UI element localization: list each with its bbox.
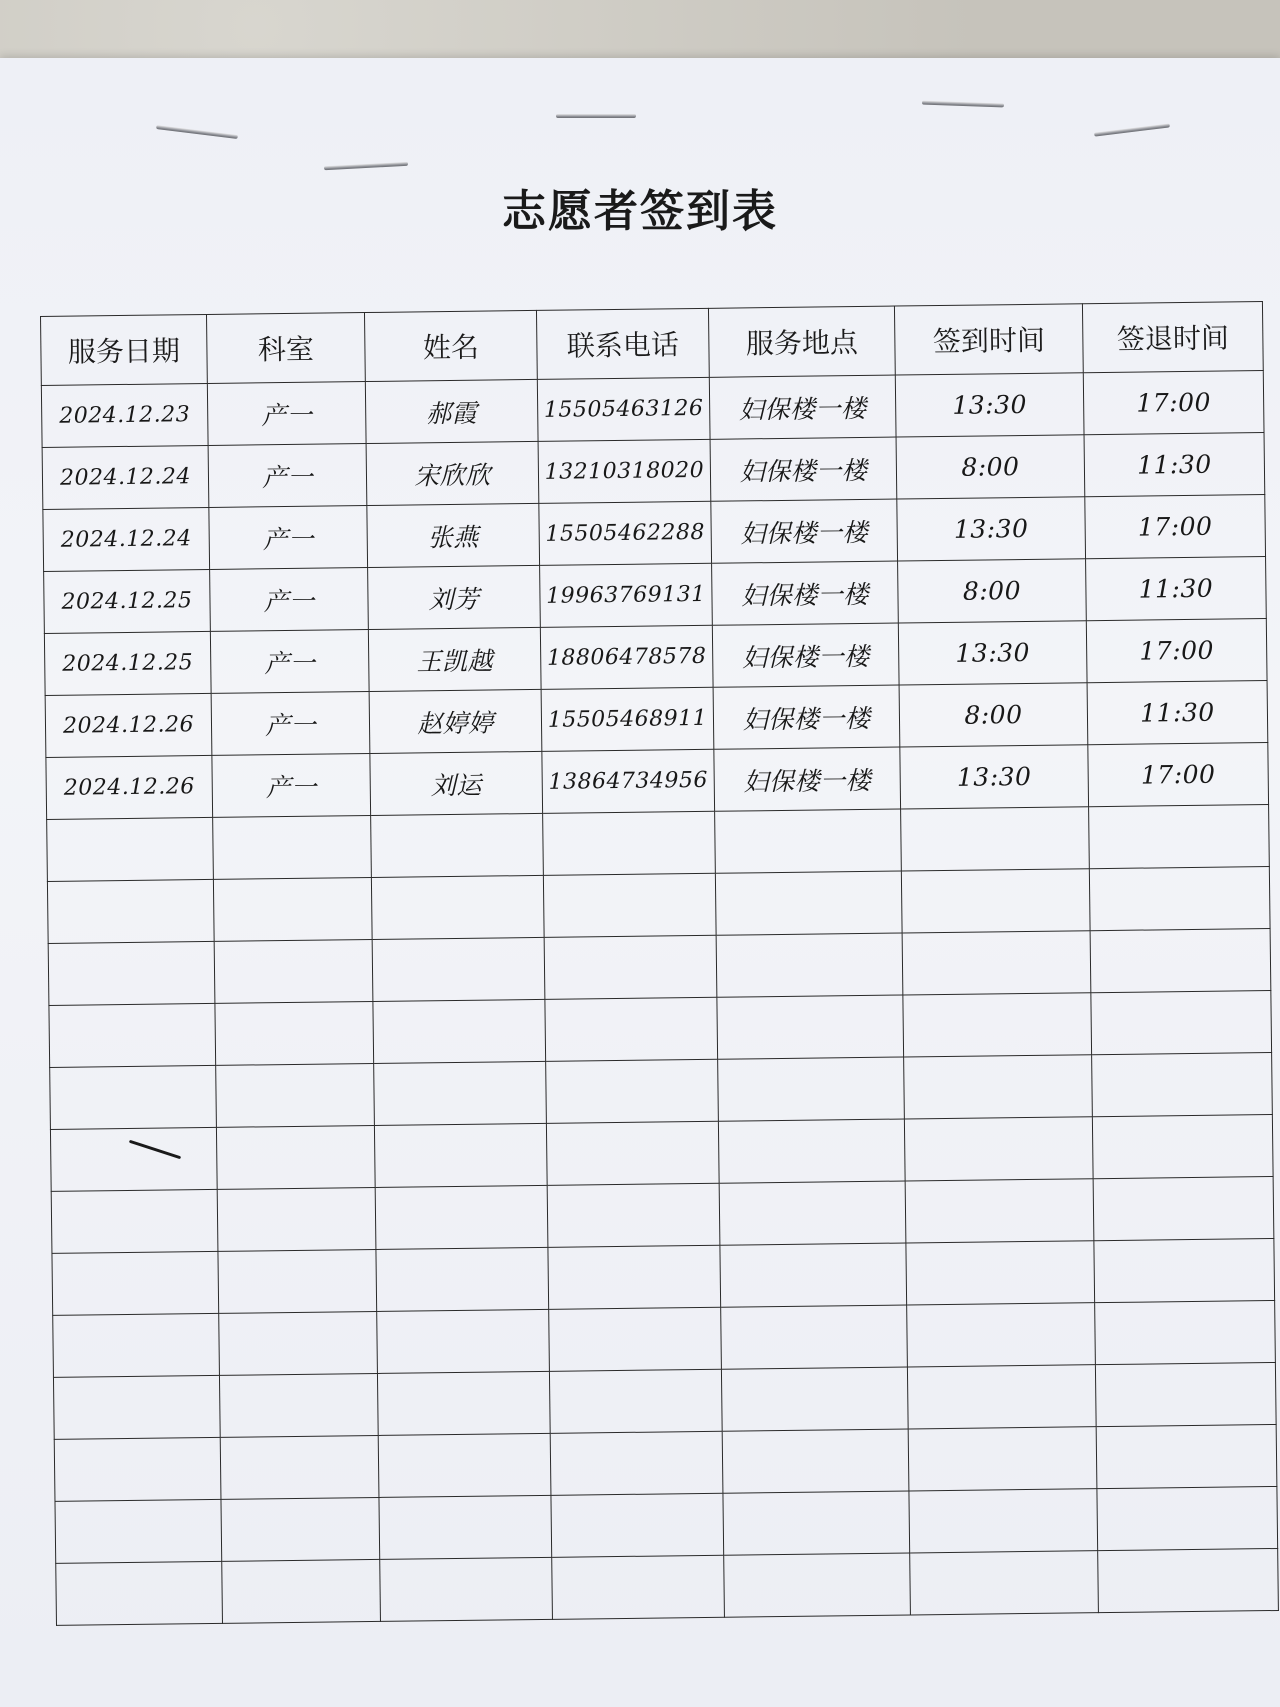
empty-cell xyxy=(549,1369,722,1433)
cell-department: 产一 xyxy=(208,444,367,508)
empty-cell xyxy=(53,1375,220,1439)
empty-cell xyxy=(51,1189,218,1253)
cell-date: 2024.12.24 xyxy=(42,445,209,509)
cell-phone: 15505463126 xyxy=(537,377,710,441)
cell-date: 2024.12.26 xyxy=(46,755,213,819)
cell-phone: 13210318020 xyxy=(538,439,711,503)
empty-cell xyxy=(1089,805,1270,869)
cell-name: 赵婷婷 xyxy=(369,689,542,753)
cell-name: 郝霞 xyxy=(365,379,538,443)
empty-cell xyxy=(543,873,716,937)
empty-cell xyxy=(910,1551,1099,1615)
cell-name: 宋欣欣 xyxy=(366,441,539,505)
cell-department: 产一 xyxy=(212,754,371,818)
cell-department: 产一 xyxy=(210,630,369,694)
empty-cell xyxy=(549,1307,722,1371)
cell-phone: 19963769131 xyxy=(540,563,713,627)
cell-phone: 15505468911 xyxy=(541,687,714,751)
column-header-location: 服务地点 xyxy=(708,306,895,377)
empty-cell xyxy=(214,939,373,1003)
cell-signout-time: 11:30 xyxy=(1084,433,1265,497)
empty-cell xyxy=(379,1495,552,1559)
empty-cell xyxy=(551,1493,724,1557)
column-header-signout-time: 签退时间 xyxy=(1082,302,1263,373)
empty-cell xyxy=(375,1185,548,1249)
empty-cell xyxy=(721,1367,908,1431)
empty-cell xyxy=(52,1251,219,1315)
empty-cell xyxy=(722,1429,909,1493)
cell-signout-time: 17:00 xyxy=(1083,371,1264,435)
empty-cell xyxy=(907,1303,1096,1367)
cell-location: 妇保楼一楼 xyxy=(713,685,900,749)
empty-cell xyxy=(1096,1424,1277,1488)
cell-date: 2024.12.23 xyxy=(41,383,208,447)
empty-cell xyxy=(719,1181,906,1245)
empty-cell xyxy=(218,1249,377,1313)
staple xyxy=(324,162,408,170)
cell-date: 2024.12.24 xyxy=(43,507,210,571)
empty-cell xyxy=(219,1311,378,1375)
column-header-phone: 联系电话 xyxy=(536,308,709,379)
empty-cell xyxy=(50,1065,217,1129)
empty-cell xyxy=(720,1243,907,1307)
empty-cell xyxy=(905,1179,1094,1243)
cell-signin-time: 8:00 xyxy=(896,435,1085,499)
empty-cell xyxy=(1092,1053,1273,1117)
empty-cell xyxy=(376,1247,549,1311)
cell-location: 妇保楼一楼 xyxy=(710,437,897,501)
empty-cell xyxy=(724,1553,911,1617)
empty-cell xyxy=(716,933,903,997)
cell-signin-time: 13:30 xyxy=(895,373,1084,437)
empty-cell xyxy=(222,1559,381,1623)
empty-cell xyxy=(907,1365,1096,1429)
cell-department: 产一 xyxy=(207,382,366,446)
empty-cell xyxy=(56,1561,223,1625)
empty-cell xyxy=(908,1427,1097,1491)
empty-cell xyxy=(721,1305,908,1369)
cell-signout-time: 11:30 xyxy=(1087,681,1268,745)
cell-signin-time: 8:00 xyxy=(899,683,1088,747)
empty-cell xyxy=(371,875,544,939)
cell-department: 产一 xyxy=(211,692,370,756)
cell-phone: 15505462288 xyxy=(539,501,712,565)
cell-name: 王凯越 xyxy=(368,627,541,691)
empty-cell xyxy=(715,871,902,935)
cell-signout-time: 11:30 xyxy=(1086,557,1267,621)
cell-name: 刘运 xyxy=(370,751,543,815)
cell-name: 刘芳 xyxy=(368,565,541,629)
empty-cell xyxy=(377,1309,550,1373)
empty-cell xyxy=(901,869,1090,933)
cell-location: 妇保楼一楼 xyxy=(712,561,899,625)
cell-signout-time: 17:00 xyxy=(1088,743,1269,807)
empty-cell xyxy=(1092,1115,1273,1179)
signin-table-wrapper xyxy=(40,301,1279,1626)
empty-cell xyxy=(717,995,904,1059)
cell-signout-time: 17:00 xyxy=(1086,619,1267,683)
staple xyxy=(156,125,238,139)
empty-cell xyxy=(909,1489,1098,1553)
empty-cell xyxy=(373,999,546,1063)
empty-cell xyxy=(377,1371,550,1435)
signin-table xyxy=(40,301,1279,1626)
empty-cell xyxy=(1094,1238,1275,1302)
cell-signin-time: 13:30 xyxy=(898,621,1087,685)
empty-cell xyxy=(374,1123,547,1187)
cell-date: 2024.12.25 xyxy=(44,631,211,695)
empty-cell xyxy=(220,1435,379,1499)
empty-cell xyxy=(54,1437,221,1501)
empty-cell xyxy=(213,877,372,941)
empty-cell xyxy=(372,937,545,1001)
empty-cell xyxy=(49,1003,216,1067)
cell-location: 妇保楼一楼 xyxy=(714,747,901,811)
cell-department: 产一 xyxy=(210,568,369,632)
cell-date: 2024.12.25 xyxy=(44,569,211,633)
column-header-date: 服务日期 xyxy=(41,314,208,385)
empty-cell xyxy=(548,1245,721,1309)
column-header-signin-time: 签到时间 xyxy=(894,304,1083,375)
empty-cell xyxy=(1089,867,1270,931)
empty-cell xyxy=(723,1491,910,1555)
empty-cell xyxy=(718,1119,905,1183)
empty-cell xyxy=(903,993,1092,1057)
staple xyxy=(1094,123,1170,136)
empty-cell xyxy=(50,1127,217,1191)
empty-cell xyxy=(371,813,544,877)
empty-cell xyxy=(217,1187,376,1251)
cell-phone: 13864734956 xyxy=(542,749,715,813)
empty-cell xyxy=(378,1433,551,1497)
empty-cell xyxy=(1090,929,1271,993)
empty-cell xyxy=(552,1555,725,1619)
cell-signin-time: 8:00 xyxy=(898,559,1087,623)
empty-cell xyxy=(543,811,716,875)
empty-cell xyxy=(216,1063,375,1127)
empty-cell xyxy=(718,1057,905,1121)
cell-location: 妇保楼一楼 xyxy=(709,375,896,439)
empty-cell xyxy=(47,817,214,881)
empty-cell xyxy=(374,1061,547,1125)
empty-cell xyxy=(47,879,214,943)
empty-cell xyxy=(48,941,215,1005)
cell-location: 妇保楼一楼 xyxy=(712,623,899,687)
cell-phone: 18806478578 xyxy=(540,625,713,689)
empty-cell xyxy=(547,1183,720,1247)
cell-name: 张燕 xyxy=(367,503,540,567)
empty-cell xyxy=(221,1497,380,1561)
empty-cell xyxy=(906,1241,1095,1305)
empty-cell xyxy=(901,807,1090,871)
staple xyxy=(556,114,636,118)
empty-cell xyxy=(545,997,718,1061)
cell-location: 妇保楼一楼 xyxy=(711,499,898,563)
empty-cell xyxy=(219,1373,378,1437)
empty-cell xyxy=(55,1499,222,1563)
cell-date: 2024.12.26 xyxy=(45,693,212,757)
empty-cell xyxy=(550,1431,723,1495)
column-header-name: 姓名 xyxy=(364,310,537,381)
page-title: 志愿者签到表 xyxy=(502,186,778,237)
empty-cell xyxy=(544,935,717,999)
empty-cell xyxy=(380,1557,553,1621)
cell-department: 产一 xyxy=(209,506,368,570)
empty-cell xyxy=(546,1059,719,1123)
empty-cell xyxy=(1095,1300,1276,1364)
empty-cell xyxy=(53,1313,220,1377)
empty-cell xyxy=(1093,1176,1274,1240)
empty-cell xyxy=(546,1121,719,1185)
empty-cell xyxy=(1097,1486,1278,1550)
empty-cell xyxy=(1091,991,1272,1055)
cell-signin-time: 13:30 xyxy=(897,497,1086,561)
empty-cell xyxy=(1098,1548,1279,1612)
empty-cell xyxy=(213,815,372,879)
empty-cell xyxy=(902,931,1091,995)
empty-cell xyxy=(904,1117,1093,1181)
staple xyxy=(922,101,1004,108)
empty-cell xyxy=(904,1055,1093,1119)
column-header-department: 科室 xyxy=(206,313,365,384)
empty-cell xyxy=(216,1125,375,1189)
empty-cell xyxy=(215,1001,374,1065)
empty-cell xyxy=(1095,1362,1276,1426)
cell-signin-time: 13:30 xyxy=(900,745,1089,809)
empty-cell xyxy=(715,809,902,873)
cell-signout-time: 17:00 xyxy=(1085,495,1266,559)
